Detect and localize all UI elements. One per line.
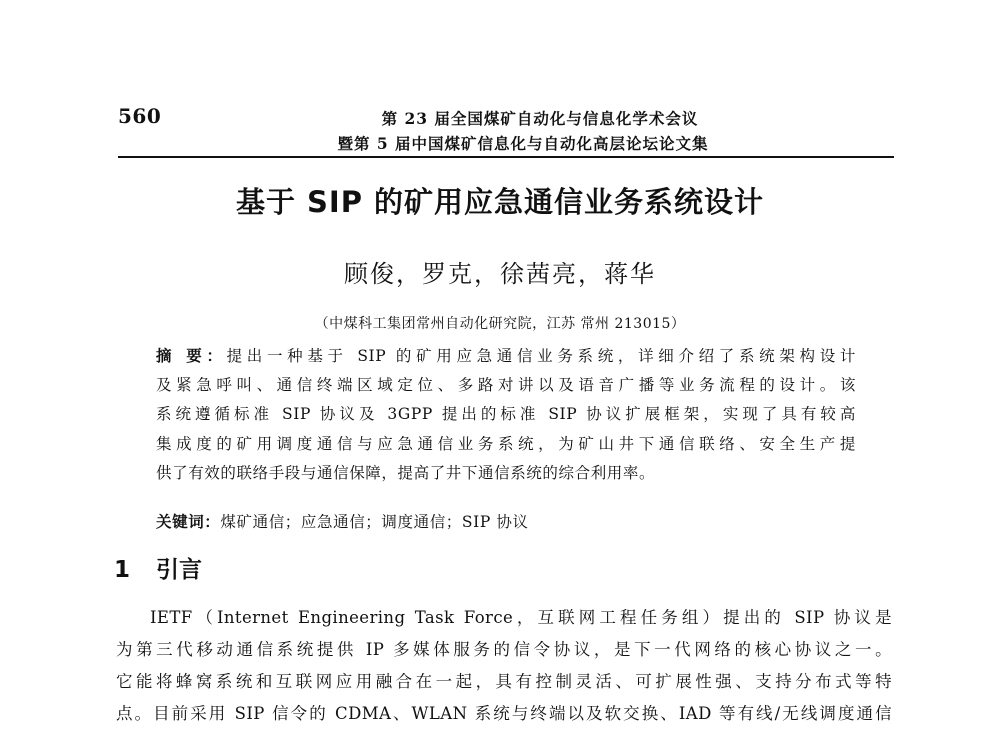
body-line: 为第三代移动通信系统提供 IP 多媒体服务的信令协议，是下一代网络的核心协议之一。 — [116, 640, 892, 659]
keywords-text: 煤矿通信；应急通信；调度通信；SIP 协议 — [220, 513, 529, 531]
section-title: 引言 — [156, 557, 202, 583]
section-heading — [114, 551, 202, 584]
body-line: 点。目前采用 SIP 信令的 CDMA、WLAN 系统与终端以及软交换、IAD 等有线/无线调度通信 — [116, 704, 892, 723]
keywords — [156, 510, 529, 532]
abstract-label: 摘 要： — [156, 347, 227, 365]
abstract-line: 供了有效的联络手段与通信保障，提高了井下通信系统的综合利用率。 — [156, 463, 656, 482]
paper-affiliation: （中煤科工集团常州自动化研究院，江苏 常州 213015） — [314, 316, 686, 332]
abstract-line: 及紧急呼叫、通信终端区域定位、多路对讲以及语音广播等业务流程的设计。该 — [156, 376, 856, 395]
abstract-line: 系统遵循标准 SIP 协议及 3GPP 提出的标准 SIP 协议扩展框架，实现了具有较高 — [156, 405, 856, 424]
body-line: IETF（Internet Engineering Task Force，互联网工程任务组）提出的 SIP 协议是 — [150, 608, 892, 627]
conference-line-1: 第 23 届全国煤矿自动化与信息化学术会议 — [381, 109, 699, 128]
header-rule — [118, 156, 894, 158]
keywords-label: 关键词： — [156, 513, 221, 531]
section-number: 1 — [114, 557, 131, 583]
page-number: 560 — [118, 104, 162, 128]
paper-authors: 顾俊，罗克，徐茜亮，蒋华 — [344, 260, 656, 288]
abstract — [156, 342, 856, 488]
conference-header — [250, 106, 830, 156]
abstract-line: 集成度的矿用调度通信与应急通信业务系统，为矿山井下通信联络、安全生产提 — [156, 434, 856, 453]
section-body — [116, 602, 892, 730]
abstract-line — [156, 342, 856, 371]
paper-title: 基于 SIP 的矿用应急通信业务系统设计 — [235, 185, 765, 219]
conference-line-2: 暨第 5 届中国煤矿信息化与自动化高层论坛论文集 — [337, 134, 709, 153]
abstract-line-text: 提出一种基于 SIP 的矿用应急通信业务系统，详细介绍了系统架构设计 — [226, 347, 856, 365]
body-line: 它能将蜂窝系统和互联网应用融合在一起，具有控制灵活、可扩展性强、支持分布式等特 — [116, 672, 892, 691]
